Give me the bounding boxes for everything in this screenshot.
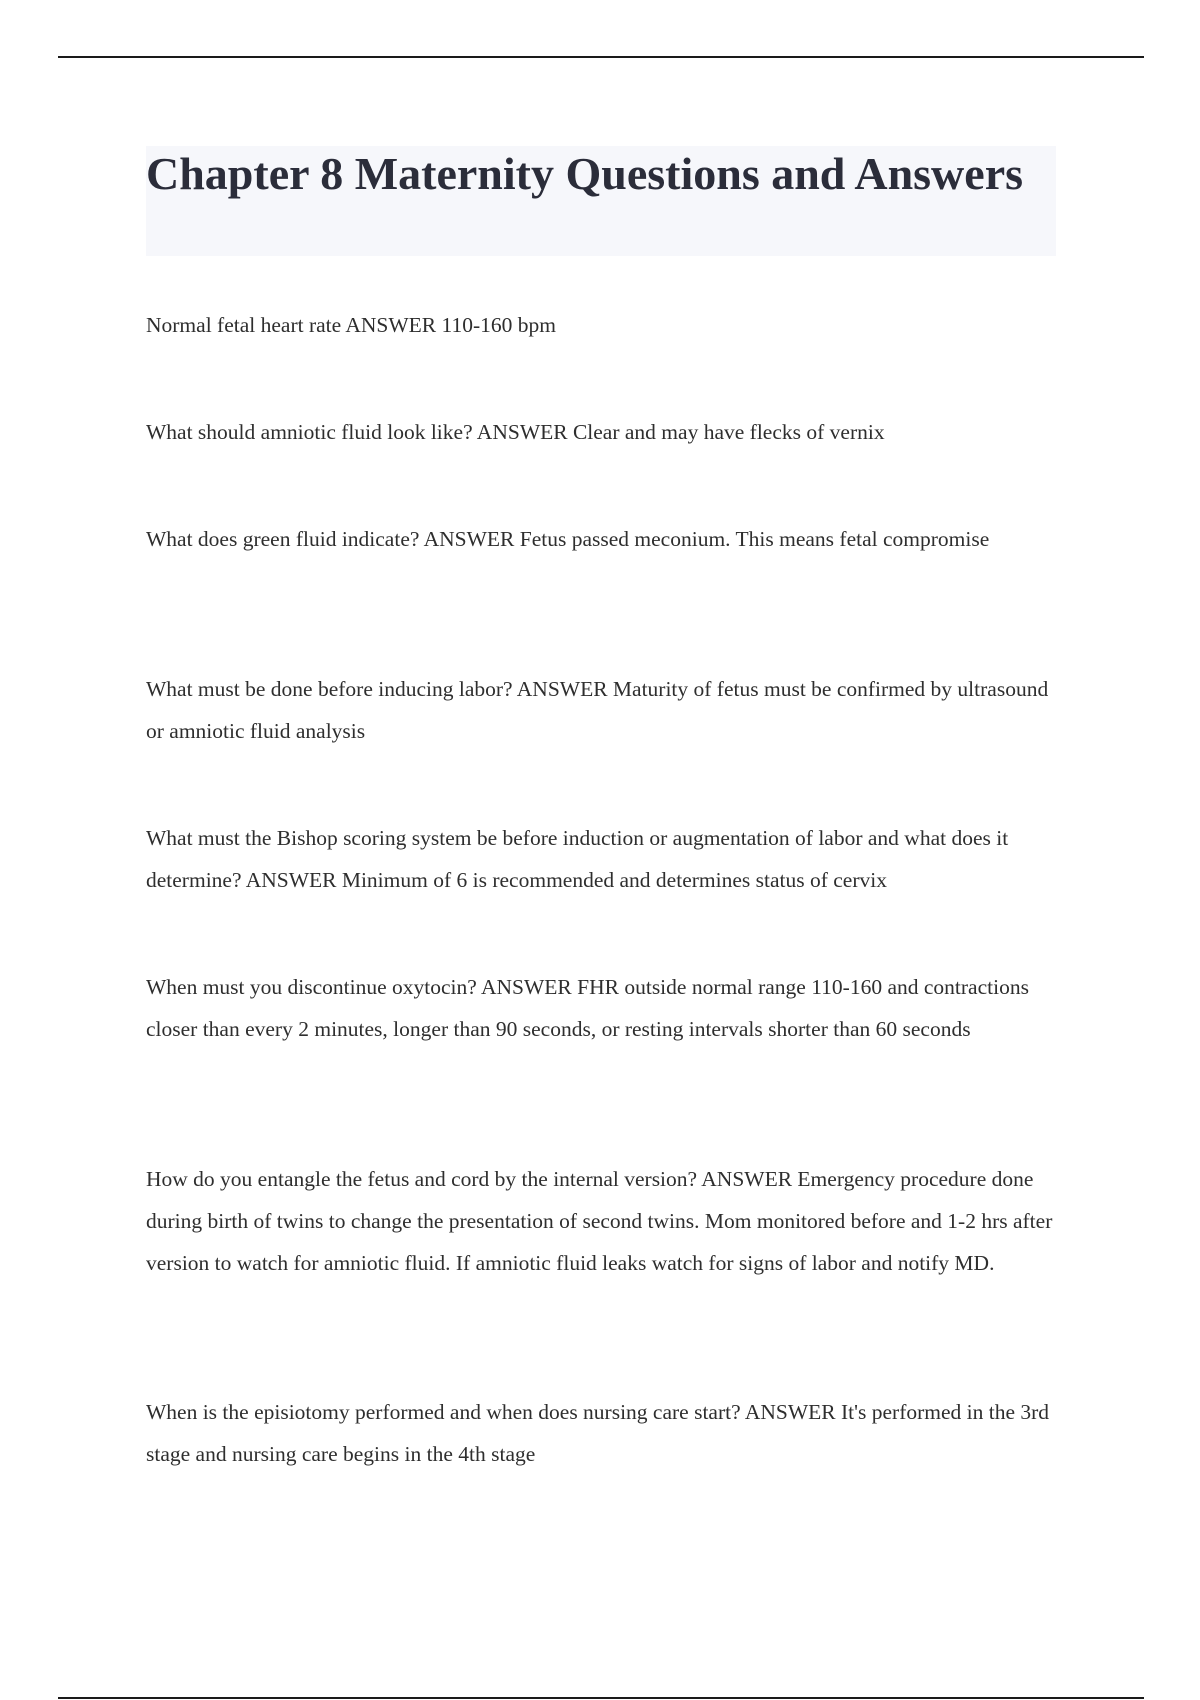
- top-divider: [58, 56, 1144, 58]
- qa-item-fetal-heart-rate: Normal fetal heart rate ANSWER 110-160 bpm: [146, 313, 556, 337]
- qa-item-episiotomy: When is the episiotomy performed and when does nursing care start? ANSWER It's performed in the 3rd stage and nursing care begins in the 4th stage: [146, 1400, 1050, 1466]
- qa-item-inducing-labor: What must be done before inducing labor? ANSWER Maturity of fetus must be confirmed by ultrasound or amniotic fluid analysis: [146, 677, 1049, 743]
- qa-item-green-fluid: What does green fluid indicate? ANSWER Fetus passed meconium. This means fetal compromise: [146, 527, 990, 551]
- qa-item-amniotic-fluid: What should amniotic fluid look like? ANSWER Clear and may have flecks of vernix: [146, 420, 885, 444]
- page-title: Chapter 8 Maternity Questions and Answers: [146, 148, 1024, 199]
- qa-item-bishop-score: What must the Bishop scoring system be before induction or augmentation of labor and what does it determine? ANSWER Minimum of 6 is recommended and determines status of cervix: [146, 826, 1009, 892]
- bottom-divider: [58, 1697, 1144, 1699]
- qa-item-internal-version: How do you entangle the fetus and cord by the internal version? ANSWER Emergency procedure done during birth of twins to change the presentation of second twins. Mom monitored before and 1-2 hrs after version to watch for amniotic fluid. If amniotic fluid leaks watch for signs of labor and notify MD.: [146, 1167, 1053, 1275]
- qa-item-oxytocin: When must you discontinue oxytocin? ANSWER FHR outside normal range 110-160 and contractions closer than every 2 minutes, longer than 90 seconds, or resting intervals shorter than 60 seconds: [146, 975, 1029, 1041]
